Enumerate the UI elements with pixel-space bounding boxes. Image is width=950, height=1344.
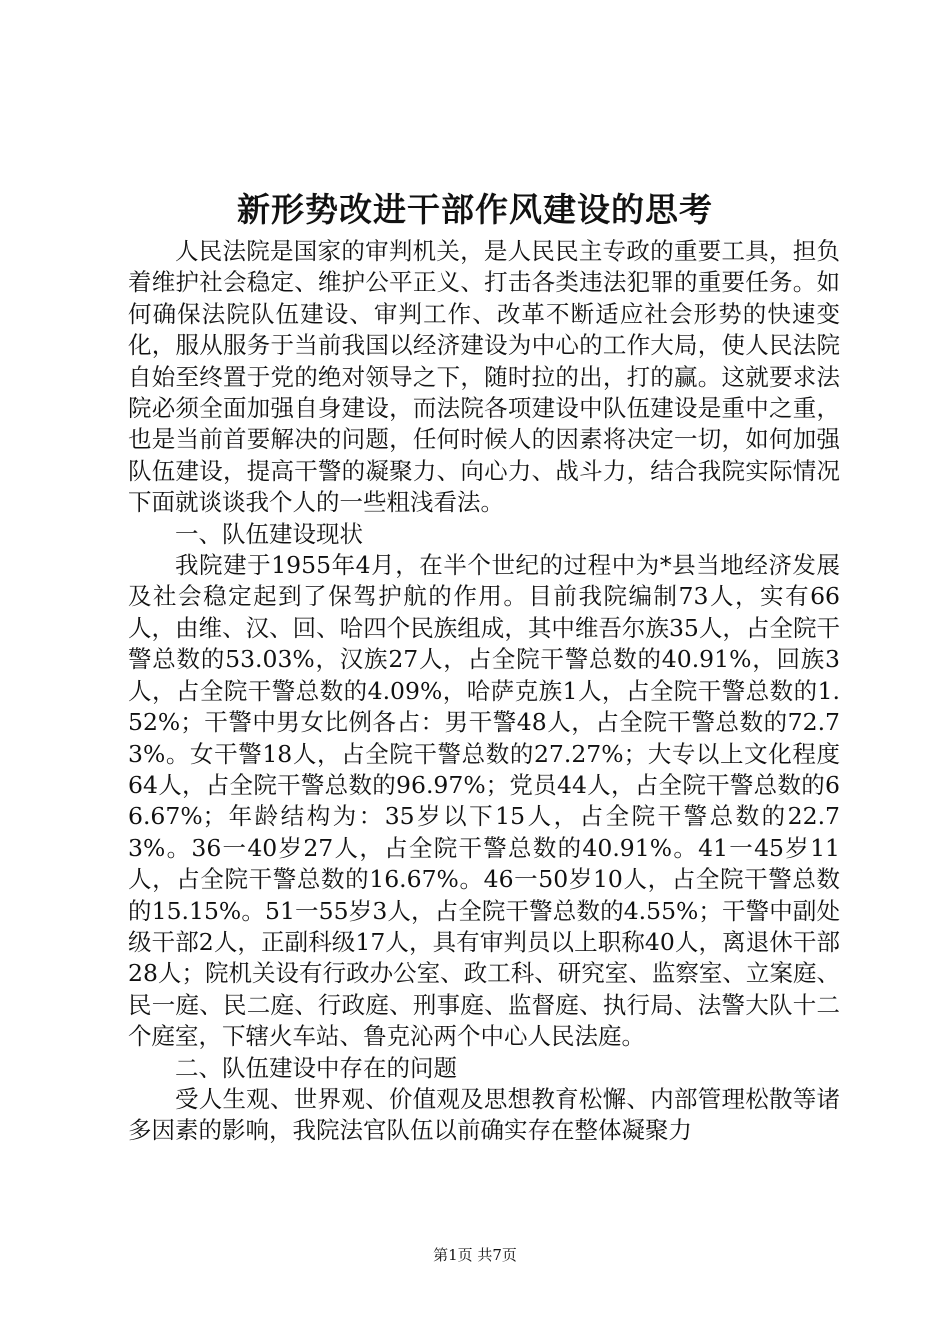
document-body bbox=[128, 236, 840, 1147]
document-title: 新形势改进干部作风建设的思考 bbox=[237, 190, 713, 229]
section-heading-1: 一、队伍建设现状 bbox=[175, 519, 363, 548]
section-1-paragraph: 我院建于1955年4月，在半个世纪的过程中为*县当地经济发展及社会稳定起到了保驾护航的作用。目前我院编制73人，实有66人，由维、汉、回、哈四个民族组成，其中维吾尔族35人，占全院干警总数的53.03%，汉族27人，占全院干警总数的40.91%，回族3人，占全院干警总数的4.09%，哈萨克族1人，占全院干警总数的1.52%；干警中男女比例各占：男干警48人，占全院干警总数的72.73%。女干警18人，占全院干警总数的27.27%；大专以上文化程度64人，占全院干警总数的96.97%；党员44人，占全院干警总数的66.67%；年龄结构为：35岁以下15人，占全院干警总数的22.73%。36一40岁27人，占全院干警总数的40.91%。41一45岁11人，占全院干警总数的16.67%。46一50岁10人，占全院干警总数的15.15%。51一55岁3人，占全院干警总数的4.55%；干警中副处级干部2人，正副科级17人，具有审判员以上职称40人，离退休干部28人；院机关设有行政办公室、政工科、研究室、监察室、立案庭、民一庭、民二庭、行政庭、刑事庭、监督庭、执行局、法警大队十二个庭室，下辖火车站、鲁克沁两个中心人民法庭。 bbox=[128, 551, 840, 1051]
section-heading-2: 二、队伍建设中存在的问题 bbox=[175, 1053, 457, 1082]
page-footer: 第1页 共7页 bbox=[433, 1246, 517, 1264]
intro-paragraph: 人民法院是国家的审判机关，是人民民主专政的重要工具，担负着维护社会稳定、维护公平正义、打击各类违法犯罪的重要任务。如何确保法院队伍建设、审判工作、改革不断适应社会形势的快速变化，服从服务于当前我国以经济建设为中心的工作大局，使人民法院自始至终置于党的绝对领导之下，随时拉的出，打的赢。这就要求法院必须全面加强自身建设，而法院各项建设中队伍建设是重中之重，也是当前首要解决的问题，任何时候人的因素将决定一切，如何加强队伍建设，提高干警的凝聚力、向心力、战斗力，结合我院实际情况下面就谈谈我个人的一些粗浅看法。 bbox=[128, 237, 840, 517]
section-2-paragraph: 受人生观、世界观、价值观及思想教育松懈、内部管理松散等诸多因素的影响，我院法官队伍以前确实存在整体凝聚力 bbox=[128, 1084, 840, 1145]
